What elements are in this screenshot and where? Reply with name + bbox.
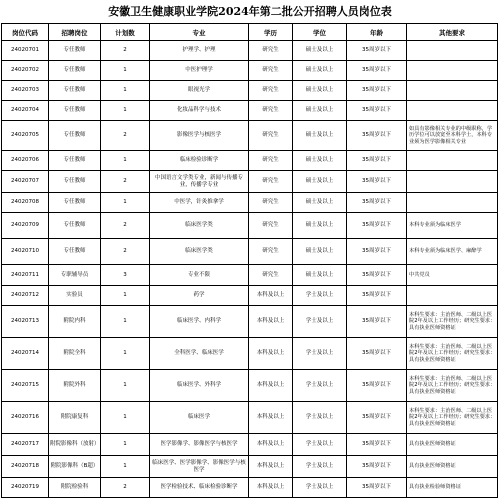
cell-position: 专职辅导员 <box>49 265 101 286</box>
page-title: 安徽卫生健康职业学院2024年第二批公开招聘人员岗位表 <box>108 5 392 18</box>
cell-age: 35周岁以下 <box>347 434 407 456</box>
cell-other: 本科生要求：主治医师、二级以上医院2年及以上工作经历；研究生要求：具有执业医师资格证 <box>407 370 498 402</box>
cell-count: 1 <box>101 81 150 101</box>
header-count: 计划数 <box>101 24 150 41</box>
cell-major: 临床医学、医学影像学、影像医学与核医学 <box>150 456 249 478</box>
table-row <box>2 370 498 402</box>
cell-education: 研究生 <box>249 239 293 265</box>
header-position: 招聘岗位 <box>49 24 101 41</box>
cell-education: 本科及以上 <box>249 402 293 434</box>
cell-major: 药学 <box>150 286 249 306</box>
cell-position: 实验员 <box>49 286 101 306</box>
cell-degree: 学士及以上 <box>293 370 347 402</box>
cell-major: 影像医学与核医学 <box>150 121 249 151</box>
cell-other <box>407 171 498 193</box>
cell-other <box>407 61 498 81</box>
table-row <box>2 151 498 171</box>
cell-position: 附院检验科 <box>49 478 101 498</box>
cell-degree: 学士及以上 <box>293 286 347 306</box>
cell-major: 医学影像学、影像医学与核医学 <box>150 434 249 456</box>
cell-degree: 硕士及以上 <box>293 101 347 121</box>
cell-position: 附院全科 <box>49 338 101 370</box>
cell-education: 研究生 <box>249 151 293 171</box>
cell-count: 1 <box>101 61 150 81</box>
header-education: 学历 <box>249 24 293 41</box>
cell-degree: 硕士及以上 <box>293 265 347 286</box>
cell-code: 24020719 <box>2 478 49 498</box>
cell-degree: 学士及以上 <box>293 456 347 478</box>
cell-degree: 学士及以上 <box>293 338 347 370</box>
positions-table <box>1 23 498 498</box>
cell-age: 35周岁以下 <box>347 101 407 121</box>
cell-age: 35周岁以下 <box>347 61 407 81</box>
cell-count: 3 <box>101 265 150 286</box>
table-row <box>2 338 498 370</box>
cell-age: 35周岁以下 <box>347 265 407 286</box>
cell-code: 24020707 <box>2 171 49 193</box>
cell-count: 2 <box>101 213 150 239</box>
cell-other <box>407 193 498 213</box>
cell-degree: 硕士及以上 <box>293 213 347 239</box>
cell-education: 研究生 <box>249 41 293 61</box>
cell-count: 1 <box>101 101 150 121</box>
cell-count: 1 <box>101 370 150 402</box>
cell-degree: 学士及以上 <box>293 306 347 338</box>
cell-count: 1 <box>101 456 150 478</box>
cell-education: 本科及以上 <box>249 434 293 456</box>
table-row <box>2 171 498 193</box>
cell-other <box>407 101 498 121</box>
cell-position: 专任教师 <box>49 171 101 193</box>
cell-age: 35周岁以下 <box>347 81 407 101</box>
cell-count: 1 <box>101 306 150 338</box>
cell-count: 2 <box>101 239 150 265</box>
header-degree: 学位 <box>293 24 347 41</box>
cell-age: 35周岁以下 <box>347 370 407 402</box>
cell-degree: 硕士及以上 <box>293 151 347 171</box>
cell-education: 研究生 <box>249 193 293 213</box>
cell-other: 本科生要求：主治医师、二级以上医院2年及以上工作经历；研究生要求：具有执业医师资格证 <box>407 306 498 338</box>
cell-code: 24020705 <box>2 121 49 151</box>
cell-major: 专业不限 <box>150 265 249 286</box>
cell-major: 护理学、护理 <box>150 41 249 61</box>
cell-age: 35周岁以下 <box>347 171 407 193</box>
cell-other <box>407 286 498 306</box>
cell-major: 中国语言文学类专业，新闻与传播专业，传播学专业 <box>150 171 249 193</box>
cell-education: 本科及以上 <box>249 370 293 402</box>
cell-other: 具有执业医师资格证 <box>407 434 498 456</box>
cell-code: 24020708 <box>2 193 49 213</box>
table-row <box>2 41 498 61</box>
cell-age: 35周岁以下 <box>347 151 407 171</box>
cell-education: 研究生 <box>249 101 293 121</box>
cell-education: 研究生 <box>249 81 293 101</box>
table-row <box>2 456 498 478</box>
cell-other: 本科生要求：主治医师、二级以上医院2年及以上工作经历；研究生要求：具有执业医师资格证 <box>407 338 498 370</box>
cell-other: 本科生要求：主治医师、二级以上医院2年及以上工作经历；研究生要求：具有执业医师资格证 <box>407 402 498 434</box>
cell-age: 35周岁以下 <box>347 193 407 213</box>
cell-position: 附院影像科（B超） <box>49 456 101 478</box>
cell-major: 临床医学、外科学 <box>150 370 249 402</box>
cell-code: 24020706 <box>2 151 49 171</box>
cell-other: 本科专业须为临床医学、麻醉学 <box>407 239 498 265</box>
cell-education: 研究生 <box>249 265 293 286</box>
cell-major: 临床医学、内科学 <box>150 306 249 338</box>
cell-major: 中医护理学 <box>150 61 249 81</box>
cell-degree: 硕士及以上 <box>293 193 347 213</box>
cell-position: 专任教师 <box>49 101 101 121</box>
cell-count: 2 <box>101 478 150 498</box>
table-row <box>2 101 498 121</box>
table-row <box>2 306 498 338</box>
cell-count: 1 <box>101 434 150 456</box>
cell-count: 2 <box>101 41 150 61</box>
table-row <box>2 239 498 265</box>
cell-code: 24020718 <box>2 456 49 478</box>
cell-code: 24020710 <box>2 239 49 265</box>
cell-other: 具有执业检验师资格证 <box>407 478 498 498</box>
cell-age: 35周岁以下 <box>347 478 407 498</box>
cell-code: 24020713 <box>2 306 49 338</box>
cell-count: 2 <box>101 171 150 193</box>
header-other: 其他要求 <box>407 24 498 41</box>
table-row <box>2 286 498 306</box>
cell-education: 研究生 <box>249 213 293 239</box>
table-row <box>2 213 498 239</box>
cell-age: 35周岁以下 <box>347 402 407 434</box>
cell-position: 附院内科 <box>49 306 101 338</box>
cell-degree: 学士及以上 <box>293 402 347 434</box>
table-row <box>2 478 498 498</box>
cell-position: 专任教师 <box>49 239 101 265</box>
cell-major: 临床医学类 <box>150 239 249 265</box>
table-row <box>2 265 498 286</box>
cell-age: 35周岁以下 <box>347 121 407 151</box>
cell-count: 1 <box>101 286 150 306</box>
cell-degree: 学士及以上 <box>293 434 347 456</box>
header-code: 岗位代码 <box>2 24 49 41</box>
cell-major: 中医学，针灸推拿学 <box>150 193 249 213</box>
cell-age: 35周岁以下 <box>347 338 407 370</box>
cell-degree: 硕士及以上 <box>293 41 347 61</box>
table-header-row <box>2 24 498 41</box>
cell-position: 专任教师 <box>49 41 101 61</box>
cell-other: 中共党员 <box>407 265 498 286</box>
cell-major: 临床检验诊断学 <box>150 151 249 171</box>
cell-count: 1 <box>101 402 150 434</box>
cell-degree: 硕士及以上 <box>293 61 347 81</box>
cell-count: 2 <box>101 121 150 151</box>
cell-education: 本科及以上 <box>249 306 293 338</box>
cell-other <box>407 41 498 61</box>
cell-other: 本科专业须为临床医学 <box>407 213 498 239</box>
cell-age: 35周岁以下 <box>347 456 407 478</box>
table-row <box>2 121 498 151</box>
cell-other: 如具有影像相关专业的中级职称，学历学位可以放宽至本科学士，本科专业须为医学影像相关专业 <box>407 121 498 151</box>
cell-education: 本科及以上 <box>249 456 293 478</box>
cell-major: 临床医学类 <box>150 213 249 239</box>
cell-age: 35周岁以下 <box>347 239 407 265</box>
cell-position: 专任教师 <box>49 81 101 101</box>
cell-code: 24020717 <box>2 434 49 456</box>
header-major: 专业 <box>150 24 249 41</box>
cell-code: 24020704 <box>2 101 49 121</box>
cell-count: 1 <box>101 193 150 213</box>
cell-age: 35周岁以下 <box>347 213 407 239</box>
cell-education: 本科及以上 <box>249 338 293 370</box>
cell-position: 专任教师 <box>49 121 101 151</box>
cell-code: 24020711 <box>2 265 49 286</box>
cell-count: 1 <box>101 151 150 171</box>
cell-degree: 硕士及以上 <box>293 81 347 101</box>
cell-count: 1 <box>101 338 150 370</box>
cell-code: 24020715 <box>2 370 49 402</box>
cell-other: 具有执业医师资格证 <box>407 456 498 478</box>
cell-education: 研究生 <box>249 61 293 81</box>
table-row <box>2 61 498 81</box>
cell-degree: 学士及以上 <box>293 478 347 498</box>
cell-position: 专任教师 <box>49 151 101 171</box>
table-body <box>2 41 498 498</box>
cell-position: 附院外科 <box>49 370 101 402</box>
cell-code: 24020712 <box>2 286 49 306</box>
cell-education: 本科及以上 <box>249 286 293 306</box>
cell-position: 附院康复科 <box>49 402 101 434</box>
cell-code: 24020716 <box>2 402 49 434</box>
cell-position: 专任教师 <box>49 61 101 81</box>
cell-code: 24020714 <box>2 338 49 370</box>
cell-position: 专任教师 <box>49 193 101 213</box>
cell-code: 24020701 <box>2 41 49 61</box>
table-row <box>2 434 498 456</box>
cell-degree: 硕士及以上 <box>293 239 347 265</box>
cell-other <box>407 151 498 171</box>
cell-other <box>407 81 498 101</box>
table-row <box>2 402 498 434</box>
cell-code: 24020709 <box>2 213 49 239</box>
cell-position: 专任教师 <box>49 213 101 239</box>
cell-major: 临床医学 <box>150 402 249 434</box>
cell-degree: 硕士及以上 <box>293 171 347 193</box>
cell-age: 35周岁以下 <box>347 41 407 61</box>
cell-education: 本科及以上 <box>249 478 293 498</box>
cell-major: 医学检验技术、临床检验诊断学 <box>150 478 249 498</box>
cell-code: 24020703 <box>2 81 49 101</box>
cell-major: 全科医学、临床医学 <box>150 338 249 370</box>
cell-degree: 硕士及以上 <box>293 121 347 151</box>
cell-age: 35周岁以下 <box>347 286 407 306</box>
cell-major: 眼视光学 <box>150 81 249 101</box>
header-age: 年龄 <box>347 24 407 41</box>
cell-age: 35周岁以下 <box>347 306 407 338</box>
cell-education: 研究生 <box>249 121 293 151</box>
table-row <box>2 81 498 101</box>
cell-education: 研究生 <box>249 171 293 193</box>
cell-position: 附院影像科（放射） <box>49 434 101 456</box>
cell-major: 化妆品科学与技术 <box>150 101 249 121</box>
table-row <box>2 193 498 213</box>
cell-code: 24020702 <box>2 61 49 81</box>
